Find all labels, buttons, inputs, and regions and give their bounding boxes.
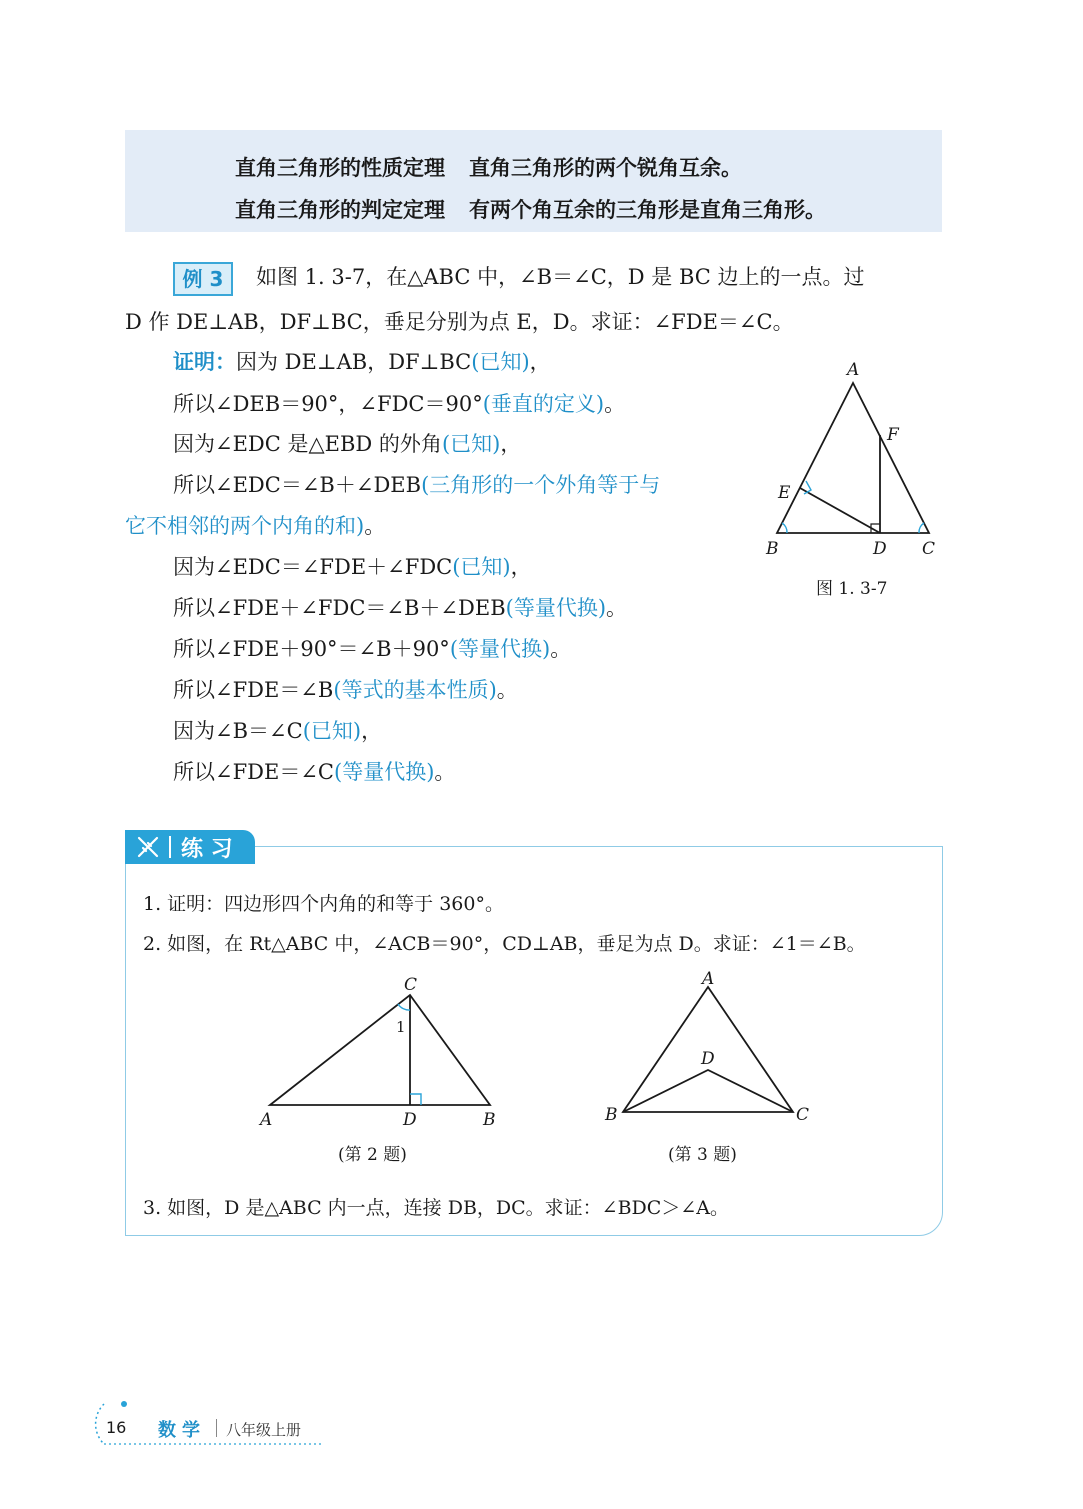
proof-line-3 [173, 434, 521, 455]
proof-punct: ， [529, 350, 551, 374]
footer-divider [216, 1419, 217, 1437]
proof-step: 所以∠EDC＝∠B＋∠DEB [173, 473, 422, 497]
proof-line-6 [173, 557, 532, 578]
point-label-a: A [702, 969, 715, 989]
proof-step: 因为∠EDC＝∠FDE＋∠FDC [173, 555, 453, 579]
footer-subject: 数学 [158, 1420, 206, 1441]
point-label-d: D [701, 1049, 715, 1069]
theorem-name: 直角三角形的性质定理 [235, 156, 445, 180]
proof-line-2 [173, 394, 625, 415]
right-angle-mark-d [410, 1094, 421, 1105]
figure-q2-caption: (第 2 题) [338, 1145, 407, 1165]
proof-line-5 [125, 516, 385, 537]
proof-punct: 。 [364, 514, 386, 538]
proof-punct: 。 [604, 392, 626, 416]
point-label-b: B [605, 1105, 618, 1125]
figure-caption: 图 1. 3-7 [816, 579, 888, 599]
point-label-b: B [483, 1110, 496, 1130]
proof-step: 所以∠DEB＝90°，∠FDC＝90° [173, 392, 483, 416]
proof-reason: (等量代换) [505, 596, 607, 620]
example-statement-line-2: D 作 DE⊥AB，DF⊥BC，垂足分别为点 E，D。求证：∠FDE＝∠C。 [125, 310, 794, 334]
point-label-f: F [887, 425, 899, 445]
example-label: 例 3 [173, 262, 233, 296]
triangle-abc [777, 383, 929, 533]
right-angle-mark-e [804, 481, 811, 494]
proof-line-1 [173, 352, 551, 373]
proof-line-4 [173, 475, 660, 496]
figure-1-3-7 [760, 355, 950, 565]
theorem-content: 有两个角互余的三角形是直角三角形。 [469, 198, 826, 222]
proof-reason: (已知) [302, 719, 362, 743]
proof-reason: (已知) [452, 555, 511, 579]
exercise-header [125, 830, 255, 864]
theorem-name: 直角三角形的判定定理 [235, 198, 445, 222]
proof-punct: 。 [606, 596, 628, 620]
exercise-title: 练 习 [181, 837, 233, 862]
point-label-a: A [260, 1110, 273, 1130]
proof-step: 因为∠B＝∠C [173, 719, 303, 743]
angle-mark-b [782, 523, 787, 533]
proof-punct: ， [500, 432, 522, 456]
angle-label-1: 1 [396, 1018, 406, 1036]
proof-step: 因为 DE⊥AB，DF⊥BC [236, 350, 472, 374]
exercise-q3: 3. 如图，D 是△ABC 内一点，连接 DB，DC。求证：∠BDC＞∠A。 [143, 1197, 729, 1219]
figure-q3-caption: (第 3 题) [668, 1145, 737, 1165]
proof-punct: ， [361, 719, 383, 743]
proof-line-8 [173, 639, 571, 660]
proof-line-7 [173, 598, 627, 619]
proof-step: 所以∠FDE＋90°＝∠B＋90° [173, 637, 450, 661]
proof-reason: (等式的基本性质) [333, 678, 497, 702]
segments-db-dc [623, 1070, 793, 1112]
theorem-content: 直角三角形的两个锐角互余。 [469, 156, 742, 180]
angle-mark-1 [398, 1004, 410, 1010]
proof-reason: 它不相邻的两个内角的和) [125, 514, 365, 538]
proof-reason: (已知) [471, 350, 530, 374]
point-label-c: C [404, 975, 418, 995]
proof-reason: (已知) [441, 432, 501, 456]
header-divider [169, 836, 171, 858]
proof-punct: 。 [496, 678, 518, 702]
proof-reason: (垂直的定义) [482, 392, 605, 416]
segment-de [800, 488, 880, 533]
proof-line-11 [173, 762, 455, 783]
proof-line-10 [173, 721, 382, 742]
proof-step: 所以∠FDE＋∠FDC＝∠B＋∠DEB [173, 596, 506, 620]
proof-step: 因为∠EDC 是△EBD 的外角 [173, 432, 442, 456]
proof-step: 所以∠FDE＝∠B [173, 678, 334, 702]
proof-reason: (等量代换) [334, 760, 435, 784]
point-label-b: B [766, 539, 779, 559]
proof-punct: ， [510, 555, 532, 579]
theorem-box [125, 130, 942, 232]
example-statement-line-1: 如图 1. 3-7，在△ABC 中，∠B＝∠C，D 是 BC 边上的一点。过 [256, 265, 865, 289]
proof-step: 所以∠FDE＝∠C [173, 760, 334, 784]
footer-grade: 八年级上册 [226, 1421, 302, 1439]
proof-reason: (三角形的一个外角等于与 [421, 473, 661, 497]
proof-reason: (等量代换) [449, 637, 551, 661]
page-number: 16 [106, 1418, 127, 1437]
point-label-c: C [922, 539, 936, 559]
proof-punct: 。 [434, 760, 456, 784]
proof-line-9 [173, 680, 518, 701]
figure-q3 [595, 965, 825, 1125]
angle-mark-c [919, 523, 924, 533]
point-label-d: D [403, 1110, 417, 1130]
exercise-q1: 1. 证明：四边形四个内角的和等于 360°。 [143, 893, 504, 915]
triangle-abc [270, 995, 490, 1105]
proof-label: 证明： [173, 350, 236, 374]
point-label-c: C [796, 1105, 810, 1125]
proof-punct: 。 [550, 637, 572, 661]
theorem-line-2 [235, 194, 826, 224]
theorem-line-1 [235, 152, 742, 182]
pencil-ruler-icon [135, 834, 163, 860]
point-label-a: A [847, 360, 860, 380]
figure-q2 [250, 970, 520, 1130]
exercise-q2: 2. 如图，在 Rt△ABC 中，∠ACB＝90°，CD⊥AB，垂足为点 D。求证：∠1＝∠B。 [143, 933, 866, 955]
point-label-e: E [778, 483, 791, 503]
point-label-d: D [873, 539, 887, 559]
